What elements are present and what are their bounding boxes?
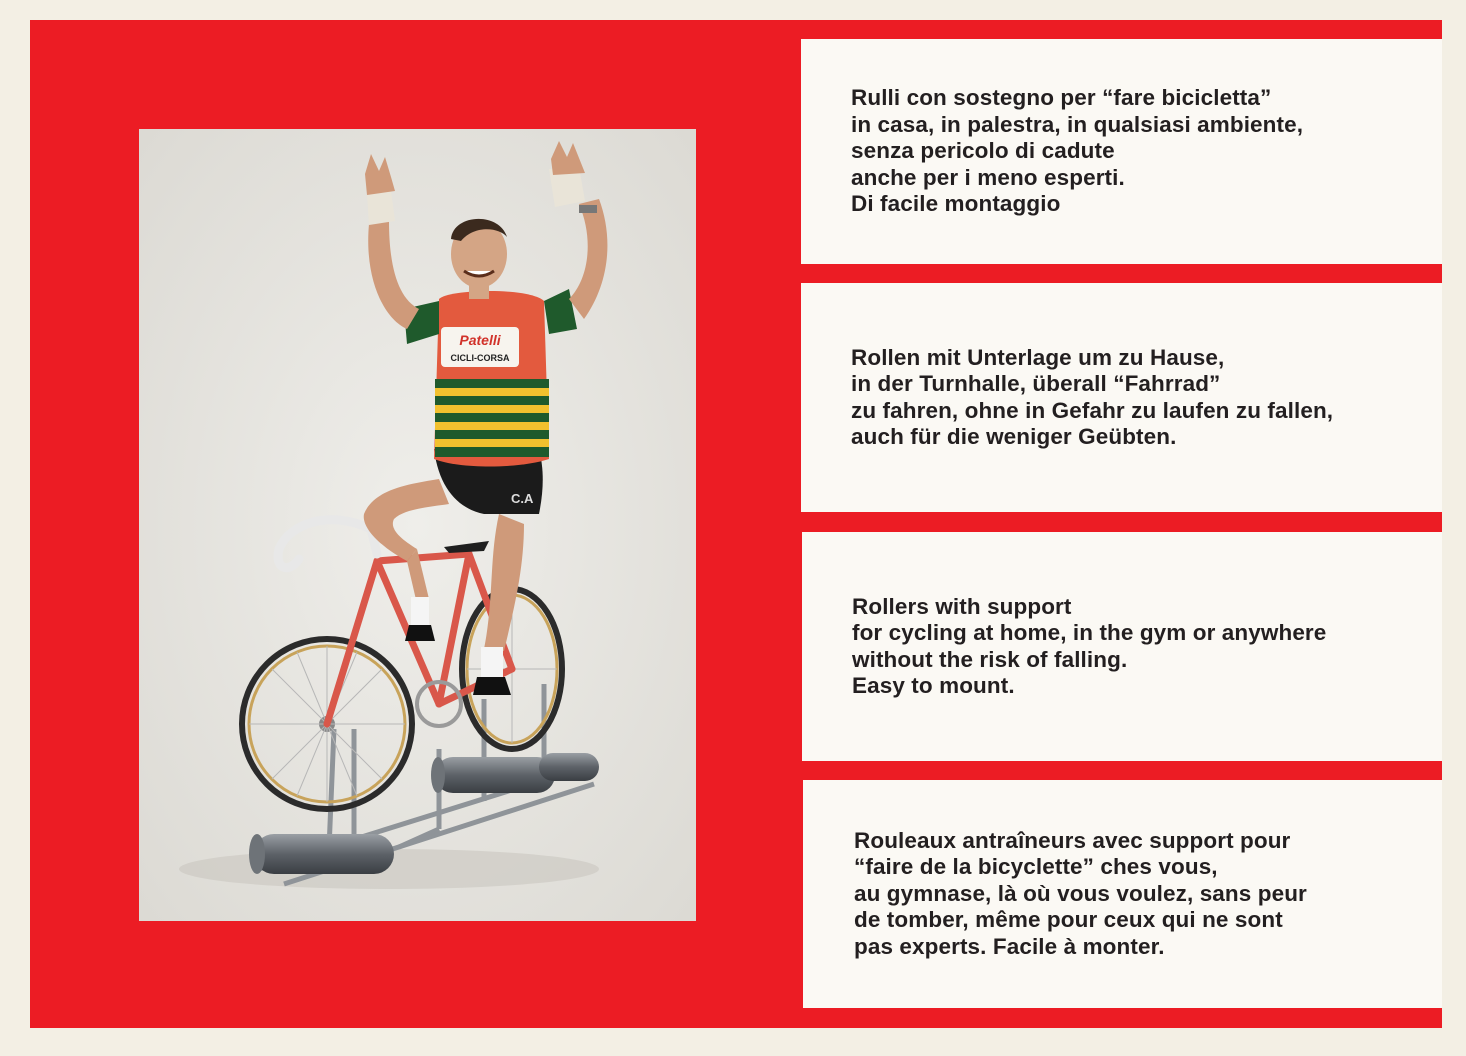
product-photo: [139, 129, 696, 921]
jersey-sub-text: CICLI-CORSA: [450, 353, 510, 363]
jersey-brand-text: Patelli: [459, 332, 501, 348]
english-description: Rollers with support for cycling at home, in the gym or anywhere without the risk of falling. Easy to mount.: [852, 593, 1327, 698]
german-description: Rollen mit Unterlage um zu Hause, in der Turnhalle, überall “Fahrrad” zu fahren, ohne in Gefahr zu laufen zu fallen, auch für die weniger Geübten.: [851, 344, 1334, 449]
italian-description: Rulli con sostegno per “fare bicicletta” in casa, in palestra, in qualsiasi ambiente, senza pericolo di cadute anche per i meno esperti. Di facile montaggio: [851, 85, 1304, 217]
cyclist-on-rollers-illustration: [139, 129, 696, 921]
french-description: Rouleaux antraîneurs avec support pour “faire de la bicyclette” ches vous, au gymnase, là où vous voulez, sans peur de tomber, même pour ceux qui ne sont pas experts. Facile à monter.: [854, 827, 1307, 959]
english-description-box: [802, 532, 1442, 761]
italian-description-box: [801, 39, 1442, 264]
jersey-stripes: [435, 379, 549, 457]
french-description-box: [803, 780, 1442, 1008]
shorts-text: C.A: [511, 491, 534, 506]
german-description-box: [801, 283, 1442, 512]
